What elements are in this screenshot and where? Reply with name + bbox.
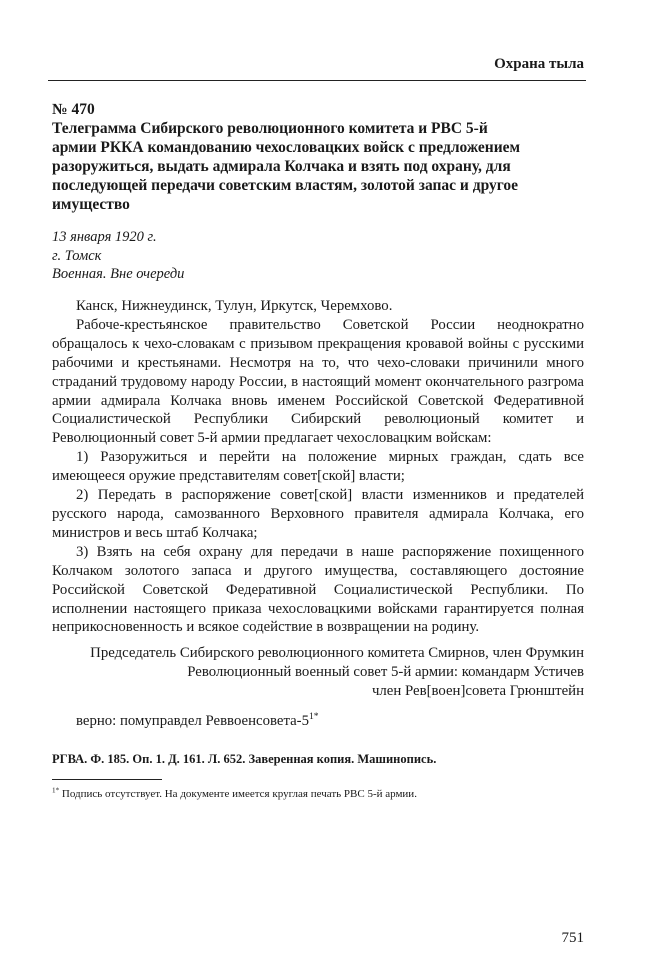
paragraph-demand-3: 3) Взять на себя охрану для передачи в наше распоряжение похищенного Колчаком золотого запаса и другого имущества, составляющего достояние Российской Советской Федеративной Социалистической Республики. По исполнении настоящего приказа чехословацкими войсками гарантируется полная неприкосновенность и всякое содействие в возвращении на родину. bbox=[52, 543, 584, 636]
footnote-text: Подпись отсутствует. На документе имеется круглая печать РВС 5-й армии. bbox=[61, 788, 417, 800]
document-priority: Военная. Вне очереди bbox=[52, 266, 185, 282]
document-place: г. Томск bbox=[52, 247, 102, 264]
document-meta bbox=[52, 228, 184, 284]
paragraph-intro: Рабоче-крестьянское правительство Советской России неоднократно обращалось к чехо-словакам с призывом прекращения кровавой войны с русскими рабочими и крестьянами. Несмотря на то, что чехо-словаки причинили много страданий трудовому народу России, в настоящий момент окончательного разгрома армии адмирала Колчака вновь именем Российской Советской Федеративной Социалистической Республики Сибирский революционый комитет и Революционный совет 5-й армии предлагает чехословацким войскам: bbox=[52, 316, 584, 447]
document-number: № 470 bbox=[52, 101, 95, 118]
header-divider bbox=[48, 80, 586, 81]
signature-line: Председатель Сибирского революционного комитета Смирнов, член Фрумкин bbox=[90, 645, 584, 661]
document-body bbox=[52, 297, 584, 637]
document-date: 13 января 1920 г. bbox=[52, 229, 157, 245]
footnote-number: 1* bbox=[52, 786, 60, 795]
document-title: Телеграмма Сибирского революционного комитета и РВС 5-й армии РККА командованию чехословацких войск с предложением разоружиться, выдать адмирала Колчака и взять под охрану, для последующей передачи советским властям, золотой запас и другое имущество bbox=[52, 120, 521, 213]
paragraph-demand-2: 2) Передать в распоряжение совет[ской] власти изменников и предателей русского народа, самозванного Верховного правителя адмирала Колчака, его министров и весь штаб Колчака; bbox=[52, 487, 584, 541]
signature-line: член Рев[воен]совета Грюнштейн bbox=[371, 683, 584, 699]
paragraph-addressees: Канск, Нижнеудинск, Тулун, Иркутск, Черемхово. bbox=[76, 298, 393, 314]
archive-reference: РГВА. Ф. 185. Оп. 1. Д. 161. Л. 652. Заверенная копия. Машинопись. bbox=[52, 752, 437, 766]
footnote-divider bbox=[52, 779, 162, 780]
signature-line: Революционный военный совет 5-й армии: командарм Устичев bbox=[187, 664, 584, 680]
running-header: Охрана тыла bbox=[494, 56, 584, 72]
footnote bbox=[52, 787, 417, 801]
paragraph-demand-1: 1) Разоружиться и перейти на положение мирных граждан, сдать все имеющееся оружие представителям совет[ской] власти; bbox=[52, 449, 584, 485]
signature-block bbox=[52, 644, 584, 701]
footnote-marker: 1* bbox=[309, 711, 319, 723]
certification-text: верно: помуправдел Реввоенсовета-5 bbox=[76, 713, 309, 729]
certification-line bbox=[76, 712, 319, 731]
page-number: 751 bbox=[561, 930, 584, 946]
